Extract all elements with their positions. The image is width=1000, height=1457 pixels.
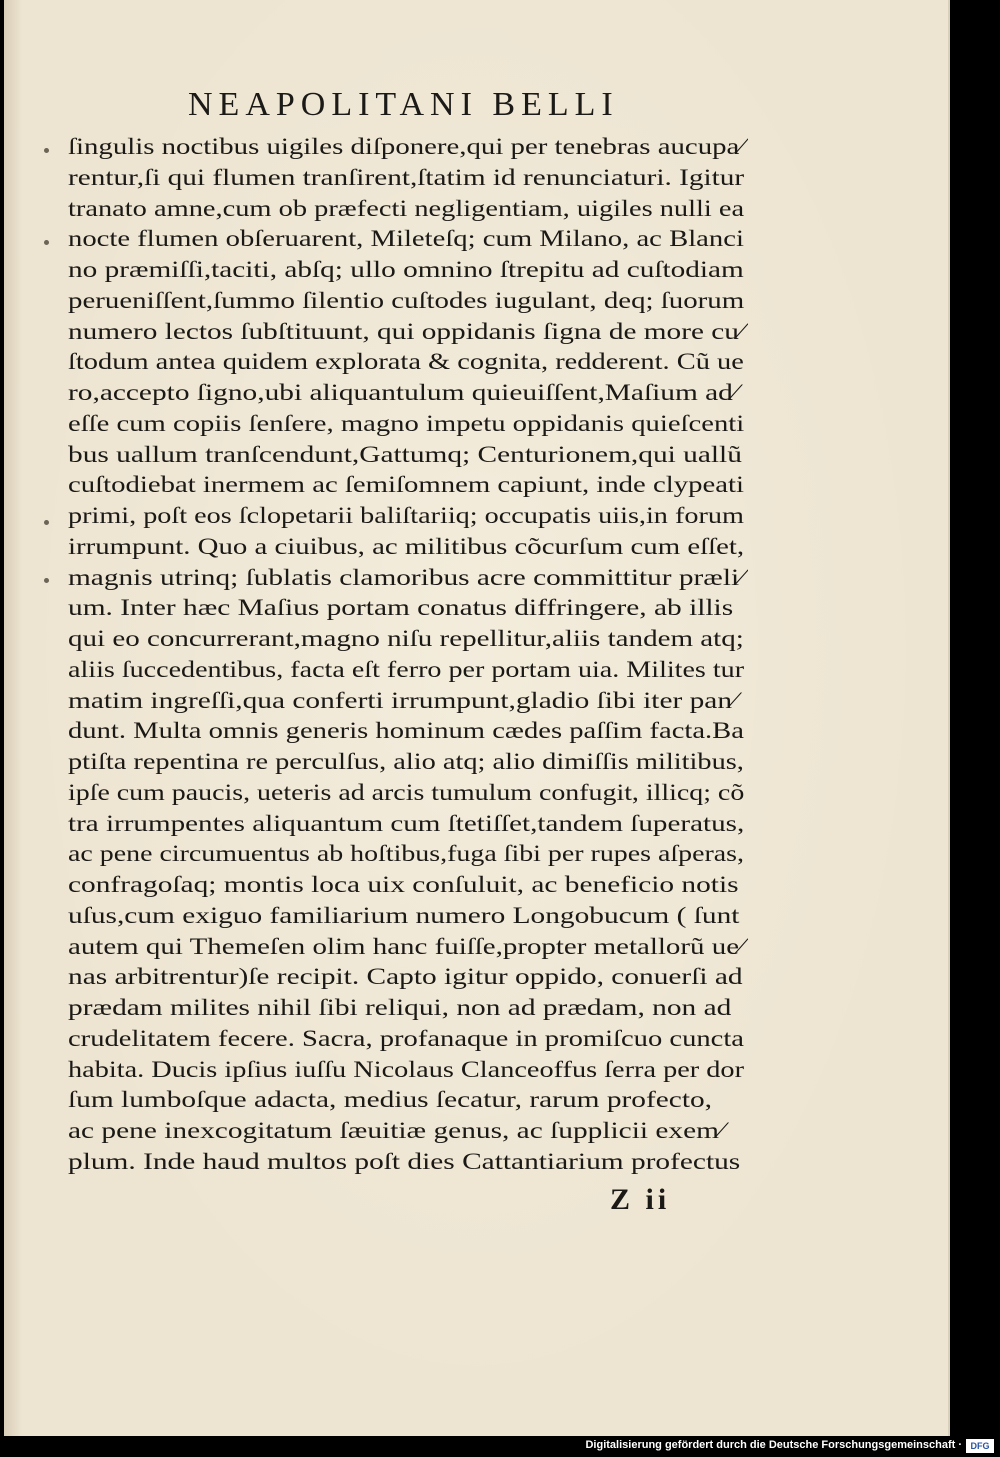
text-line: prædam milites nihil ſibi reliqui, non ad prædam, non ad — [68, 995, 732, 1021]
text-line: aliis ſuccedentibus, facta eſt ferro per portam uia. Milites tur — [68, 656, 745, 683]
text-line: perueniſſent,ſummo ſilentio cuſtodes iugulant, deq; ſuorum — [68, 287, 745, 314]
text-line: ptiſta repentina re perculſus, alio atq; alio dimiſſis militibus, — [68, 749, 744, 775]
text-line: ſingulis noctibus uigiles diſponere,qui per tenebras aucupa⁄ — [68, 134, 745, 160]
dfg-logo-icon: DFG — [966, 1439, 994, 1453]
text-line: matim ingreſſi,qua conferti irrumpunt,gladio ſibi iter pan⁄ — [68, 687, 737, 714]
text-line: crudelitatem fecere. Sacra, profanaque in promiſcuo cuncta — [68, 1025, 744, 1052]
text-line: ac pene circumuentus ab hoſtibus,fuga ſibi per rupes aſperas, — [68, 841, 745, 868]
margin-mark — [44, 578, 49, 583]
text-line: ipſe cum paucis, ueteris ad arcis tumulum confugit, illicq; cõ — [68, 779, 745, 806]
text-line: habita. Ducis ipſius iuſſu Nicolaus Clanceoffus ſerra per dor — [68, 1056, 745, 1083]
body-text — [68, 132, 748, 1178]
text-line: cuſtodiebat inermem ac ſemiſomnem capiunt, inde clypeati — [68, 472, 744, 499]
text-line: magnis utrinq; ſublatis clamoribus acre committitur præli⁄ — [68, 564, 745, 591]
text-line: ro,accepto ſigno,ubi aliquantulum quieuiſſent,Maſium ad⁄ — [68, 380, 738, 406]
funding-credit: Digitalisierung gefördert durch die Deutsche Forschungsgemeinschaft · — [585, 1439, 962, 1451]
margin-mark — [44, 520, 49, 525]
text-line: primi, poſt eos ſclopetarii baliſtariiq; occupatis uiis,in forum — [68, 503, 744, 529]
text-line: um. Inter hæc Maſius portam conatus diffringere, ab illis — [68, 595, 734, 622]
text-line: no præmiſſi,taciti, abſq; ullo omnino ſtrepitu ad cuſtodiam — [68, 257, 744, 283]
text-line: nocte flumen obſeruarent, Mileteſq; cum Milano, ac Blanci — [68, 226, 744, 253]
book-page — [4, 0, 950, 1436]
text-line: confragoſaq; montis loca uix conſuluit, ac beneficio notis — [68, 872, 739, 898]
running-head: NEAPOLITANI BELLI — [188, 86, 619, 123]
footer-bar — [0, 1436, 1000, 1457]
text-line: dunt. Multa omnis generis hominum cædes paſſim facta.Ba — [68, 718, 744, 745]
text-line: rentur,ſi qui flumen tranſirent,ſtatim id renunciaturi. Igitur — [68, 164, 745, 191]
text-line: ſtodum antea quidem explorata & cognita, redderent. Cũ ue — [68, 349, 744, 376]
text-line: qui eo concurrerant,magno niſu repellitur,aliis tandem atq; — [68, 626, 744, 652]
text-line: eſſe cum copiis ſenſere, magno impetu oppidanis quieſcenti — [68, 410, 745, 437]
text-line: bus uallum tranſcendunt,Gattumq; Centurionem,qui uallũ — [68, 441, 742, 468]
text-line: uſus,cum exiguo familiarium numero Longobucum ( ſunt — [68, 902, 740, 929]
text-line: tranato amne,cum ob præfecti negligentiam, uigiles nulli ea — [68, 195, 745, 222]
text-line: nas arbitrentur)ſe recipit. Capto igitur oppido, conuerſi ad — [68, 964, 743, 991]
margin-mark — [44, 148, 49, 153]
text-line: numero lectos ſubſtituunt, qui oppidanis ſigna de more cu⁄ — [68, 318, 744, 345]
text-line: plum. Inde haud multos poſt dies Cattantiarium profectus — [68, 1148, 741, 1175]
text-line: irrumpunt. Quo a ciuibus, ac militibus cõcurſum cum eſſet, — [68, 533, 745, 560]
text-line: ac pene inexcogitatum ſæuitiæ genus, ac ſupplicii exem⁄ — [68, 1118, 724, 1144]
text-line: tra irrumpentes aliquantum cum ſtetiſſet,tandem ſuperatus, — [68, 810, 745, 837]
text-line: ſum lumboſque adacta, medius ſecatur, rarum profecto, — [68, 1087, 713, 1114]
text-line: autem qui Themeſen olim hanc fuiſſe,propter metallorũ ue⁄ — [68, 933, 744, 960]
signature-mark: Z ii — [610, 1183, 671, 1216]
margin-mark — [44, 240, 49, 245]
